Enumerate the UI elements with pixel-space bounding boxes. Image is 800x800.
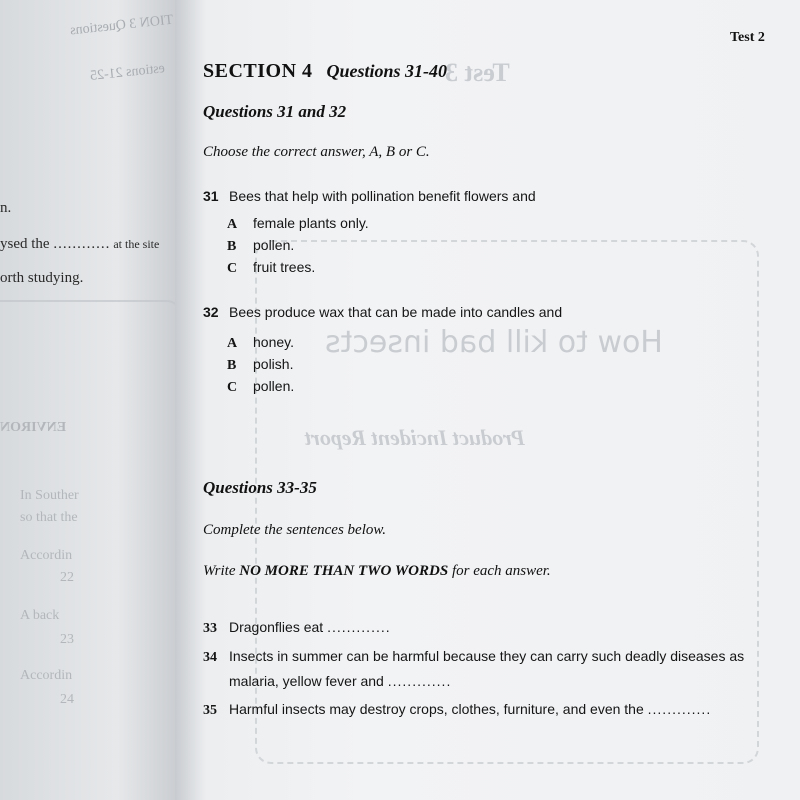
option-letter: C [227,380,238,395]
left-ghost-item-5: A back [20,608,60,623]
word-limit-prefix: Write [203,563,240,579]
option-31-a [227,215,369,233]
sentence-34 [203,648,744,666]
option-text: fruit trees. [253,259,316,275]
question-text: Bees that help with pollination benefit flowers and [229,188,536,204]
sentence-end: . [385,619,390,635]
answer-blank: ............ [647,701,707,717]
section-label: SECTION 4 [203,60,313,82]
option-letter: B [227,358,237,373]
left-fragment-3: orth studying. [0,270,84,286]
sentence-number: 34 [203,650,217,665]
left-fragment-2-after: at the site [110,237,160,251]
left-ghost-item-2: so that the [20,510,78,525]
group1-instruction: Choose the correct answer, A, B or C. [203,144,430,160]
left-fragment-2-before: ysed the [0,236,54,252]
left-ghost-item-8: 24 [60,692,74,707]
option-letter: A [227,217,238,232]
sentence-text: Insects in summer can be harmful because they can carry such deadly diseases as [229,648,745,664]
left-ghost-title: TION 3 Questions [69,12,174,39]
option-32-a [227,334,294,352]
left-ghost-item-7: Accordin [20,668,73,683]
option-text: pollen. [253,378,295,394]
question-number: 32 [203,304,219,320]
answer-blank: ............ [327,619,386,635]
option-text: polish. [253,356,294,372]
left-fragment-2 [0,236,159,253]
left-ghost-item-4: 22 [60,570,74,585]
option-text: pollen. [253,237,295,253]
section-title [203,60,447,83]
group2-instruction: Complete the sentences below. [203,522,387,538]
left-page [0,0,195,800]
left-ghost-environ: ENVIRON [0,420,67,435]
sentence-end: . [446,673,451,689]
option-31-c [227,259,315,277]
question-text: Bees produce wax that can be made into candles and [229,304,563,320]
left-ghost-item-1: In Souther [20,488,79,503]
left-ghost-item-6: 23 [60,632,74,647]
sentence-33 [203,619,390,637]
option-32-c [227,378,294,396]
option-31-b [227,237,294,255]
answer-blank: ............ [387,673,447,689]
word-limit-suffix: for each answer. [448,563,551,579]
option-text: female plants only. [253,215,369,231]
left-ghost-subtitle: estions 21-25 [89,61,166,84]
bleed-heading: How to kill bad insects [325,325,663,360]
option-letter: C [227,261,238,276]
bleed-report: Product Incident Report [305,425,526,450]
option-text: honey. [253,334,294,350]
question-31 [203,188,536,204]
option-letter: B [227,239,237,254]
bleed-title: Test 3 [445,58,510,87]
question-32 [203,304,562,320]
sentence-text-2: malaria, yellow fever and [229,673,388,689]
group2-word-limit [203,563,551,580]
section-range: Questions 31-40 [326,61,448,81]
option-letter: A [227,336,238,351]
left-fragment-1: n. [0,200,12,216]
question-number: 31 [203,188,219,204]
sentence-35 [203,701,710,719]
sentence-end: . [706,701,711,717]
sentence-number: 35 [203,703,217,718]
sentence-34-line2 [229,673,450,689]
option-32-b [227,356,293,374]
left-fragment-2-blank: ............ [53,236,111,252]
test-label: Test 2 [730,30,765,45]
sentence-text: Dragonflies eat [229,619,328,635]
word-limit-bold: NO MORE THAN TWO WORDS [239,563,449,579]
sentence-text: Harmful insects may destroy crops, clothes, furniture, and even the [229,701,648,717]
left-ghost-item-3: Accordin [20,548,73,563]
group1-heading: Questions 31 and 32 [203,102,347,121]
group2-heading: Questions 33-35 [203,478,317,497]
right-page [175,0,800,800]
sentence-number: 33 [203,621,217,636]
